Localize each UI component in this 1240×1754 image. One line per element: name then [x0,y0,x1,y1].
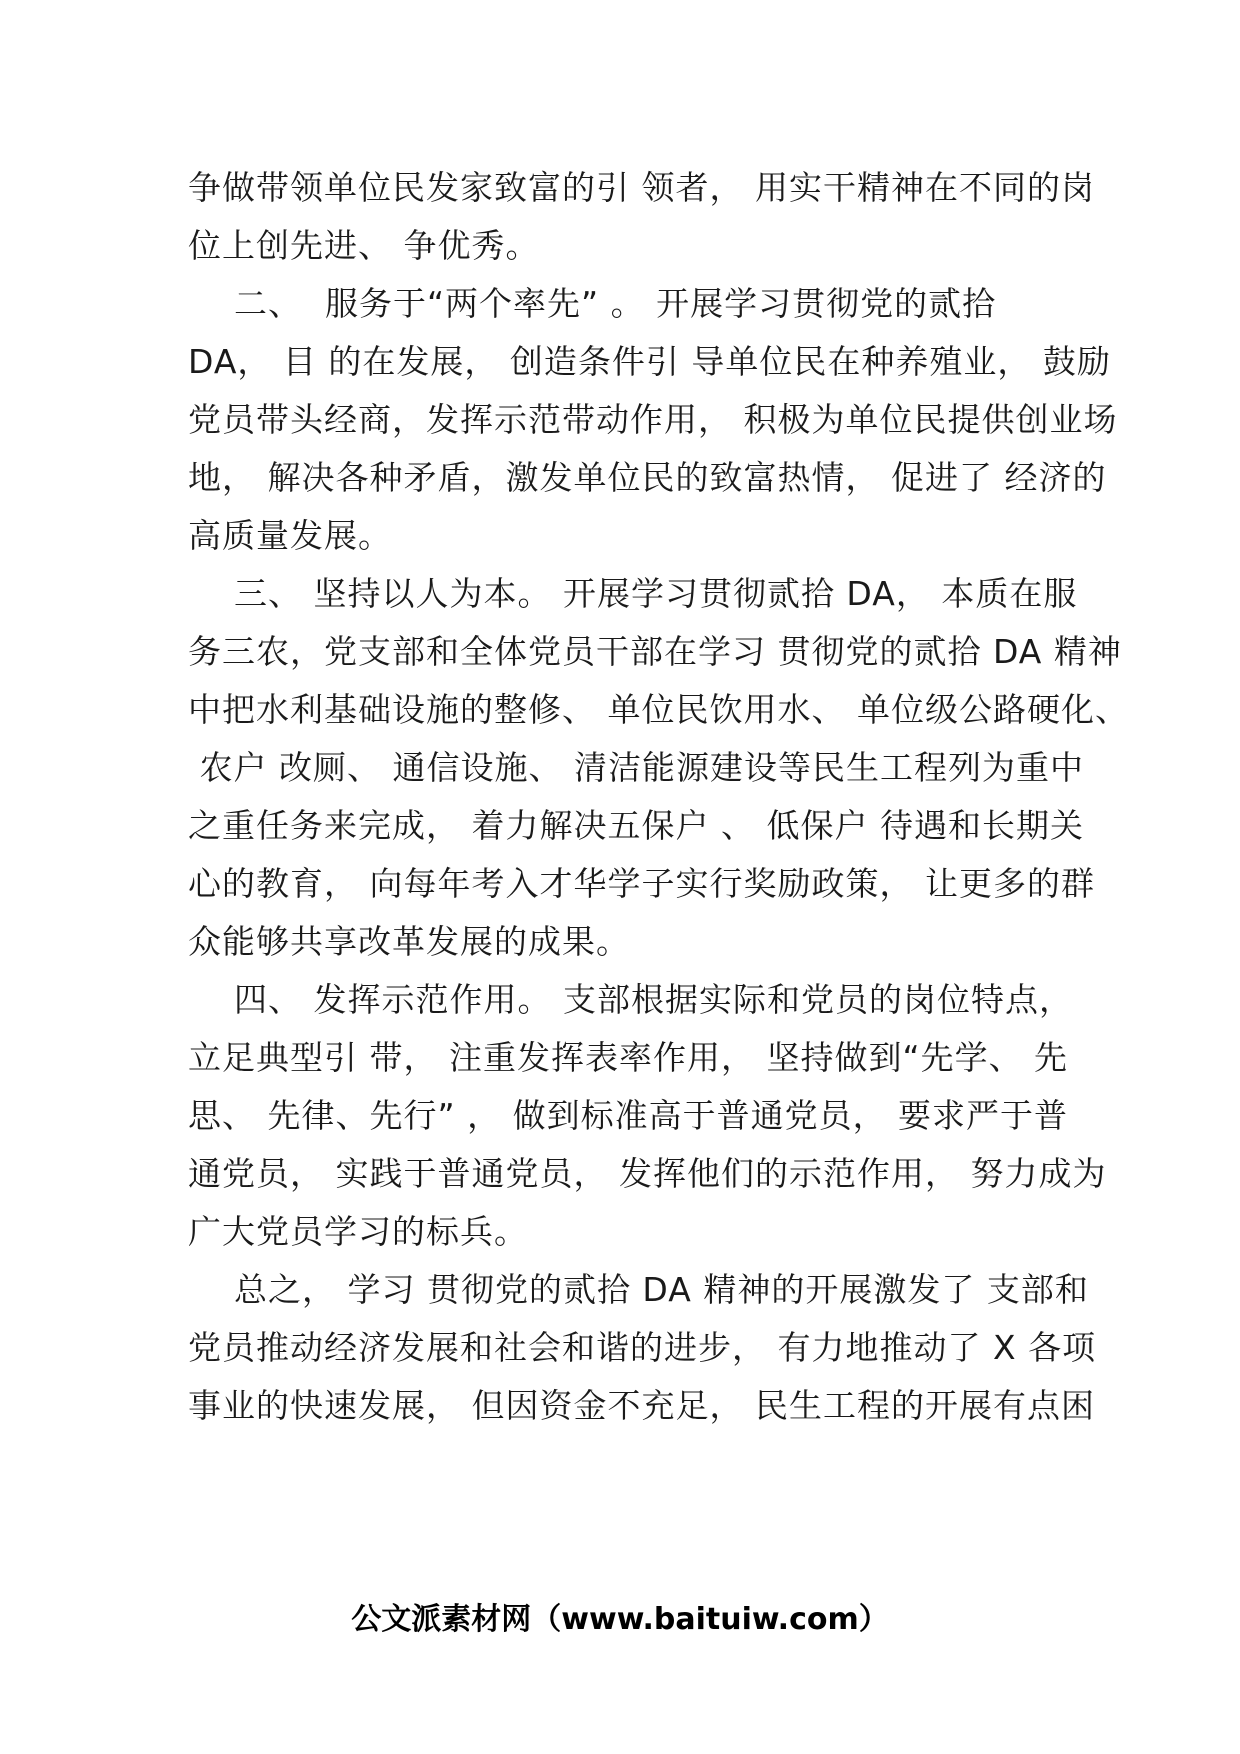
text-line: 总之， 学习 贯彻党的贰拾 DA 精神的开展激发了 支部和 [188,1270,1089,1309]
text-line: 党员带头经商，发挥示范带动作用， 积极为单位民提供创业场 [188,400,1118,439]
footer-watermark: 公文派素材网（www.baituiw.com） [351,1602,889,1637]
text-line: 中把水利基础设施的整修、 单位民饮用水、 单位级公路硬化、 [188,690,1129,729]
text-line: 争做带领单位民发家致富的引 领者， 用实干精神在不同的岗 [188,168,1095,207]
text-line: 农户 改厕、 通信设施、 清洁能源建设等民生工程列为重中 [188,748,1084,787]
text-line: 高质量发展。 [188,516,392,555]
text-line: 广大党员学习的标兵。 [188,1212,528,1251]
text-line: 之重任务来完成， 着力解决五保户 、 低保户 待遇和长期关 [188,806,1084,845]
text-line: 思、 先律、先行” ， 做到标准高于普通党员， 要求严于普 [188,1096,1069,1135]
text-line: 务三农，党支部和全体党员干部在学习 贯彻党的贰拾 DA 精神 [188,632,1122,671]
text-line: 心的教育， 向每年考入才华学子实行奖励政策， 让更多的群 [188,864,1095,903]
text-line: 四、 发挥示范作用。 支部根据实际和党员的岗位特点， [188,980,1073,1019]
text-line: 地， 解决各种矛盾，激发单位民的致富热情， 促进了 经济的 [188,458,1107,497]
text-line: 通党员， 实践于普通党员， 发挥他们的示范作用， 努力成为 [188,1154,1107,1193]
text-line: 事业的快速发展， 但因资金不充足， 民生工程的开展有点困 [188,1386,1095,1425]
text-line: 位上创先进、 争优秀。 [188,226,540,265]
text-line: 三、 坚持以人为本。 开展学习贯彻贰拾 DA， 本质在服 [188,574,1078,613]
text-line: 二、 服务于“两个率先” 。 开展学习贯彻党的贰拾 [188,284,997,323]
text-line: DA， 目 的在发展， 创造条件引 导单位民在种养殖业， 鼓励 [188,342,1111,381]
text-line: 党员推动经济发展和社会和谐的进步， 有力地推动了 X 各项 [188,1328,1097,1367]
text-line: 立足典型引 带， 注重发挥表率作用， 坚持做到“先学、 先 [188,1038,1069,1077]
text-line: 众能够共享改革发展的成果。 [188,922,630,961]
